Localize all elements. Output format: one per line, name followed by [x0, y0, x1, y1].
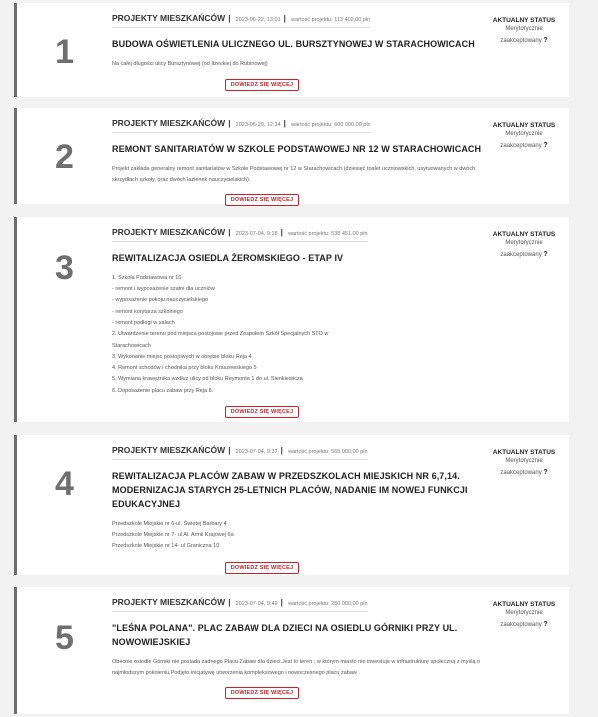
- project-description: Na całej długości ulicy Bursztynowej (od Iłżeckiej do Rubinowej): [112, 60, 268, 67]
- status-value-line1: Merytorycznie: [505, 26, 543, 32]
- status-label: AKTUALNY STATUS: [492, 17, 556, 24]
- project-card: [14, 587, 569, 714]
- status-box: [479, 17, 569, 46]
- meta-separator: |: [228, 446, 231, 455]
- project-content: [112, 108, 492, 206]
- project-meta: [112, 227, 368, 242]
- description-line: 2. Utwardzenie terenu pod miejsca postojowe przed Zespołem Szkół Specjalnych STO w: [112, 331, 329, 338]
- status-label: AKTUALNY STATUS: [492, 449, 556, 456]
- project-number: 3: [55, 249, 74, 287]
- status-label: AKTUALNY STATUS: [492, 231, 556, 238]
- status-box: [479, 231, 569, 260]
- learn-more-button[interactable]: DOWIEDZ SIĘ WIĘCEJ: [225, 194, 300, 206]
- status-value: [479, 130, 569, 151]
- status-help-icon[interactable]: ?: [543, 468, 548, 476]
- project-content: [112, 587, 492, 699]
- project-category[interactable]: PROJEKTY MIESZKAŃCÓW: [112, 445, 226, 455]
- status-box: [479, 601, 569, 630]
- status-box: [479, 449, 569, 478]
- project-date: 2023-07-04, 9:49: [235, 601, 278, 607]
- project-value: wartość projektu: 600 000,00 pln: [291, 122, 371, 128]
- project-value: wartość projektu: 538 451,00 pln: [288, 231, 368, 237]
- meta-separator: |: [228, 228, 231, 237]
- project-number: 2: [55, 138, 74, 176]
- project-date: 2023-06-22, 13:01: [235, 17, 281, 23]
- description-line: - remont podłogi w salach: [112, 320, 175, 326]
- project-date: 2023-07-04, 9:18: [235, 231, 278, 237]
- project-card: [14, 3, 569, 97]
- learn-more-button[interactable]: DOWIEDZ SIĘ WIĘCEJ: [225, 562, 300, 574]
- project-number: 1: [55, 33, 74, 71]
- meta-separator: |: [228, 119, 231, 128]
- description-line: Przedszkole Miejskie nr 6-ul. Świętej Barbary 4: [112, 520, 227, 527]
- meta-separator: |: [283, 119, 286, 128]
- description-line: - remont korytarza szkolnego: [112, 308, 183, 315]
- description-line: - wyposażenie pokoju nauczycielskiego: [112, 297, 208, 304]
- description-line: 5. Wymiana krawężnika wzdłuż ulicy od bloku Reymonta 1 do ul. Sienkiewicza: [112, 376, 303, 383]
- description-line: 3. Wykonanie miejsc postojowych w obrębie bloku Reja 4: [112, 353, 252, 360]
- status-value-line2: zaakceptowany: [500, 621, 542, 628]
- learn-more-button[interactable]: DOWIEDZ SIĘ WIĘCEJ: [225, 79, 300, 91]
- project-description: [112, 273, 492, 397]
- status-help-icon[interactable]: ?: [543, 250, 548, 258]
- status-value: [479, 25, 569, 46]
- project-date: 2023-06-29, 12:34: [235, 122, 281, 128]
- project-content: [112, 3, 492, 91]
- status-help-icon[interactable]: ?: [543, 141, 548, 149]
- meta-separator: |: [280, 598, 283, 607]
- project-content: [112, 217, 492, 418]
- project-title[interactable]: "LEŚNA POLANA". PLAC ZABAW DLA DZIECI NA OSIEDLU GÓRNIKI PRZY UL. NOWOWIEJSKIEJ: [112, 623, 458, 647]
- project-content: [112, 435, 492, 574]
- project-date: 2023-07-04, 9:37: [235, 449, 278, 455]
- project-number: 4: [55, 465, 74, 503]
- status-help-icon[interactable]: ?: [543, 620, 548, 628]
- status-value-line2: zaakceptowany: [500, 142, 542, 149]
- description-line: Przedszkole Miejskie nr 14- ul Graniczna 10: [112, 543, 220, 550]
- project-title[interactable]: BUDOWA OŚWIETLENIA ULICZNEGO UL. BURSZTYNOWEJ W STARACHOWICACH: [112, 39, 475, 49]
- project-value: wartość projektu: 250 000,00 pln: [288, 601, 368, 607]
- project-description: Obecnie osiedle Górniki nie posiada żadnego Placu Zabaw dla dzieci.Jest to teren , w którym miasto nie inwestuje w infrastrukturę społeczną z myślą o najmłodszym pokoleniu.Podjęto inicjatywę utworzenia kompleksowego i nowoczesnego placu zabaw .: [112, 658, 481, 676]
- status-value: [479, 239, 569, 260]
- status-value-line2: zaakceptowany: [500, 37, 542, 44]
- meta-separator: |: [228, 598, 231, 607]
- project-number: 5: [55, 619, 74, 657]
- project-category[interactable]: PROJEKTY MIESZKAŃCÓW: [112, 13, 226, 23]
- project-title[interactable]: REWITALIZACJA PLACÓW ZABAW W PRZEDSZKOLACH MIEJSKICH NR 6,7,14. MODERNIZACJA STARYCH 25-LETNICH PLACÓW, NADANIE IM NOWEJ FUNKCJI EDUKACYJNEJ: [112, 471, 468, 509]
- description-line: Przedszkole Miejskie nr 7- ul Al. Armii Krajowej 6a: [112, 532, 234, 539]
- project-meta: [112, 445, 368, 460]
- project-category[interactable]: PROJEKTY MIESZKAŃCÓW: [112, 118, 226, 128]
- meta-separator: |: [228, 14, 231, 23]
- description-line: 1. Szkoła Podstawowa nr 10: [112, 274, 182, 281]
- project-category[interactable]: PROJEKTY MIESZKAŃCÓW: [112, 227, 226, 237]
- status-value: [479, 457, 569, 478]
- project-title[interactable]: REMONT SANITARIATÓW W SZKOLE PODSTAWOWEJ NR 12 W STARACHOWICACH: [112, 144, 482, 154]
- status-box: [479, 122, 569, 151]
- project-value: wartość projektu: 113 402,00 pln: [291, 17, 371, 23]
- description-line: Starachowicach: [112, 342, 151, 349]
- learn-more-button[interactable]: DOWIEDZ SIĘ WIĘCEJ: [225, 687, 300, 699]
- meta-separator: |: [280, 228, 283, 237]
- status-value-line1: Merytorycznie: [505, 610, 543, 616]
- status-value-line1: Merytorycznie: [505, 458, 543, 464]
- status-value-line1: Merytorycznie: [505, 131, 543, 137]
- description-line: 4. Remont schodów i chodnika przy bloku Kraszewskiego 5: [112, 365, 257, 372]
- project-meta: [112, 118, 371, 133]
- project-card: [14, 435, 569, 575]
- project-meta: [112, 13, 370, 28]
- status-label: AKTUALNY STATUS: [492, 601, 556, 608]
- meta-separator: |: [280, 446, 283, 455]
- status-label: AKTUALNY STATUS: [492, 122, 556, 129]
- project-title[interactable]: REWITALIZACJA OSIEDLA ŻEROMSKIEGO - ETAP IV: [112, 253, 344, 263]
- status-value: [479, 609, 569, 630]
- project-description: Projekt zakłada generalny remont sanitariatów w Szkole Podstawowej nr 12 w Starachowicach (dziesięć toalet uczniowskich, usytuowanych w dwóch skrzydłach szkoły, oraz dwóch łazienek nauczycielskich).: [112, 165, 476, 183]
- description-line: 6. Doposażenie placu zabaw przy Reja 8.: [112, 387, 214, 394]
- project-card: [14, 217, 569, 422]
- description-line: - remont i wyposażenie szatni dla uczniów: [112, 286, 215, 293]
- project-description: [112, 519, 492, 553]
- meta-separator: |: [283, 14, 286, 23]
- status-value-line2: zaakceptowany: [500, 251, 542, 258]
- project-value: wartość projektu: 565 000,00 pln: [288, 449, 368, 455]
- status-value-line2: zaakceptowany: [500, 469, 542, 476]
- project-meta: [112, 597, 368, 612]
- project-category[interactable]: PROJEKTY MIESZKAŃCÓW: [112, 597, 226, 607]
- learn-more-button[interactable]: DOWIEDZ SIĘ WIĘCEJ: [225, 406, 300, 418]
- project-card: [14, 108, 569, 204]
- status-help-icon[interactable]: ?: [543, 36, 548, 44]
- status-value-line1: Merytorycznie: [505, 240, 543, 246]
